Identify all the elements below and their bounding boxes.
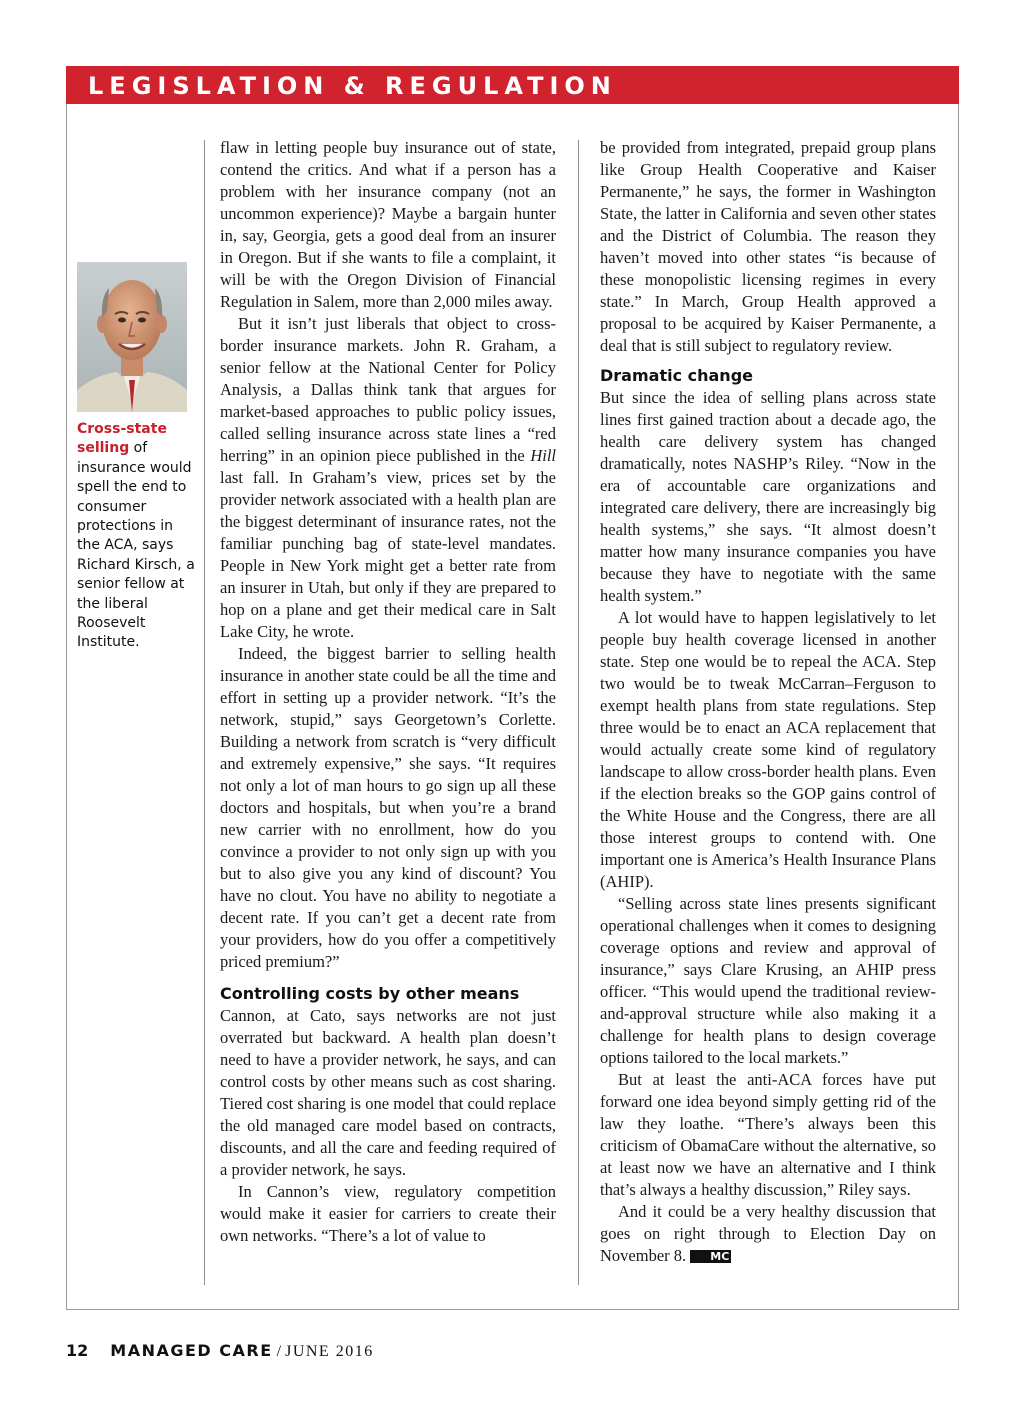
issue-date: JUNE 2016 xyxy=(285,1343,374,1360)
publication-name: Hill xyxy=(530,446,556,465)
magazine-name: MANAGED CARE xyxy=(110,1341,273,1360)
paragraph: In Cannon’s view, regulatory competition would make it easier for carriers to create their own networks. “There’s a lot of value to xyxy=(220,1182,556,1245)
paragraph: Indeed, the biggest barrier to selling health insurance in another state could be all the time and effort in setting up a provider network. “It’s the network, stupid,” says Georgetown’s Corlette. Building a network from scratch is “very difficult and extremely expensive,” she says. “It requires not only a lot of man hours to go sign up all these doctors and hospitals, but when you’re a brand new carrier with no enrollment, how do you convince a provider to not only sign up with you but to also give you any kind of discount? You have no clout. You have no ability to negotiate a decent rate. If you can’t get a decent rate from your providers, how do you offer a competitively priced premium?” xyxy=(220,644,556,971)
article-column-1 xyxy=(220,137,556,1247)
paragraph xyxy=(600,1201,936,1267)
caption-lead: Cross-state selling xyxy=(77,421,167,457)
portrait-image xyxy=(77,262,187,412)
caption-text: of insurance would spell the end to consumer protections in the ACA, says Richard Kirsch, a senior fellow at the liberal Roosevelt Institute. xyxy=(77,440,195,651)
paragraph xyxy=(220,313,556,643)
photo-caption xyxy=(77,420,195,653)
paragraph-text: And it could be a very healthy discussion that goes on right through to Election Day on November 8. xyxy=(600,1202,936,1265)
author-photo xyxy=(77,262,187,412)
paragraph: A lot would have to happen legislatively to let people buy health coverage licensed in another state. Step one would be to repeal the ACA. Step two would be to tweak McCarran–Ferguson to exempt health plans from state regulations. Step three would be to enact an ACA replacement that would actually create some kind of regulatory landscape to allow cross-border health plans. Even if the election breaks so the GOP gains control of the White House and the Congress, there are all those interest groups to contend with. One important one is America’s Health Insurance Plans (AHIP). xyxy=(600,608,936,891)
page-footer xyxy=(66,1340,374,1362)
paragraph: Cannon, at Cato, says networks are not just overrated but backward. A health plan doesn’t need to have a provider network, he says, and can control costs by other means such as cost sharing. Tiered cost sharing is one model that could replace the old managed care model based on contracts, discounts, and all the care and feeding required of a provider network, he says. xyxy=(220,1006,556,1179)
footer-separator: / xyxy=(276,1343,282,1360)
column-divider-left xyxy=(204,140,205,1285)
paragraph: flaw in letting people buy insurance out of state, contend the critics. And what if a person has a problem with her insurance company (not an uncommon experience)? Maybe a bargain hunter in, say, Georgia, gets a good deal from an insurer in Oregon. But if she wants to file a complaint, it will be with the Oregon Division of Financial Regulation in Salem, more than 2,000 miles away. xyxy=(220,138,556,311)
end-mark-icon: MC xyxy=(690,1250,731,1263)
subheading: Controlling costs by other means xyxy=(220,984,520,1003)
paragraph: be provided from integrated, prepaid group plans like Group Health Cooperative and Kaiser Permanente,” he says, the former in Washington State, the latter in California and seven other states and the District of Columbia. The reason they haven’t moved into other states “is because of these monopolistic licensing regimes in every state.” In March, Group Health approved a proposal to be acquired by Kaiser Permanente, a deal that is still subject to regulatory review. xyxy=(600,138,936,355)
paragraph-text: last fall. In Graham’s view, prices set by the provider network associated with a health plan are the biggest determinant of insurance rates, not the familiar punching bag of state-level mandates. People in New York might get a better rate from an insurer in Utah, but only if they are prepared to hop on a plane and get their medical care in Salt Lake City, he wrote. xyxy=(220,468,556,641)
paragraph: But since the idea of selling plans across state lines first gained traction about a decade ago, the health care delivery system has changed dramatically, notes NASHP’s Riley. “Now in the era of accountable care organizations and integrated care delivery, there are increasingly big health systems,” she says. “It almost doesn’t matter how many insurance companies you have because they have to negotiate with the same health system.” xyxy=(600,388,936,605)
column-divider-middle xyxy=(578,140,579,1285)
paragraph-text: But it isn’t just liberals that object to cross-border insurance markets. John R. Graham, a senior fellow at the National Center for Policy Analysis, a Dallas think tank that argues for market-based approaches to public policy issues, called selling insurance across state lines a “red herring” in an opinion piece published in the xyxy=(220,314,556,465)
page-number: 12 xyxy=(66,1341,89,1360)
article-column-2 xyxy=(600,137,936,1267)
paragraph: “Selling across state lines presents significant operational challenges when it comes to designing coverage options and review and approval of insurance,” says Clare Krusing, an AHIP press officer. “This would upend the traditional review-and-approval structure while also making it a challenge for health plans to design coverage options tailored to the local markets.” xyxy=(600,894,936,1067)
section-banner xyxy=(66,66,959,104)
section-title: LEGISLATION & REGULATION xyxy=(88,72,617,100)
subheading: Dramatic change xyxy=(600,366,753,385)
paragraph: But at least the anti-ACA forces have put forward one idea beyond simply getting rid of the law they loathe. “There’s always been this criticism of ObamaCare without the alternative, so at least now we have an alternative and I think that’s always a healthy discussion,” Riley says. xyxy=(600,1070,936,1199)
